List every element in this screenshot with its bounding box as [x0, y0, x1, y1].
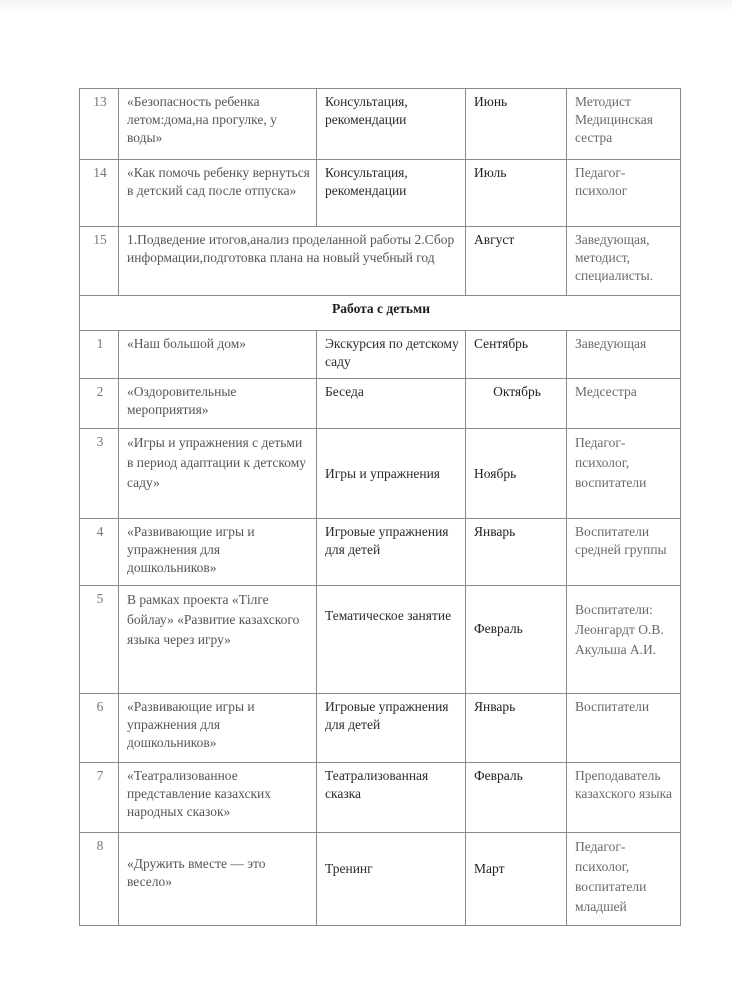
- table-row: [80, 227, 681, 296]
- row-month: Сентябрь: [466, 331, 567, 379]
- row-number: 2: [80, 379, 119, 429]
- row-month: Январь: [466, 519, 567, 586]
- table-row: [80, 763, 681, 833]
- row-topic: 1.Подведение итогов,анализ проделанной работы 2.Сбор информации,подготовка плана на новый учебный год: [119, 227, 466, 296]
- table-row: [80, 519, 681, 586]
- row-month: Ноябрь: [466, 429, 567, 519]
- row-responsible: Методист Медицинская сестра: [567, 89, 681, 160]
- row-number: 7: [80, 763, 119, 833]
- section-row: [80, 296, 681, 331]
- row-form: Консультация, рекомендации: [317, 89, 466, 160]
- row-form: Тренинг: [317, 833, 466, 926]
- row-month: Январь: [466, 694, 567, 763]
- table-row: [80, 331, 681, 379]
- row-responsible: Воспитатели: [567, 694, 681, 763]
- row-number: 6: [80, 694, 119, 763]
- row-month: Октябрь: [466, 379, 567, 429]
- row-number: 8: [80, 833, 119, 926]
- row-form: Игровые упражнения для детей: [317, 519, 466, 586]
- row-month: Август: [466, 227, 567, 296]
- row-topic: «Безопасность ребенка летом:дома,на прогулке, у воды»: [119, 89, 317, 160]
- row-number: 13: [80, 89, 119, 160]
- table-row: [80, 833, 681, 926]
- table-row: [80, 379, 681, 429]
- row-responsible: Воспитатели: Леонгардт О.В. Акульша А.И.: [567, 586, 681, 694]
- row-responsible: Педагог-психолог: [567, 160, 681, 227]
- table-row: [80, 160, 681, 227]
- row-responsible: Воспитатели средней группы: [567, 519, 681, 586]
- row-number: 15: [80, 227, 119, 296]
- table-row: [80, 586, 681, 694]
- row-form: Игры и упражнения: [317, 429, 466, 519]
- row-responsible: Преподаватель казахского языка: [567, 763, 681, 833]
- row-responsible: Медсестра: [567, 379, 681, 429]
- table-row: [80, 429, 681, 519]
- row-topic: «Игры и упражнения с детьми в период адаптации к детскому саду»: [119, 429, 317, 519]
- scan-edge: [0, 0, 732, 14]
- row-form: Экскурсия по детскому саду: [317, 331, 466, 379]
- row-form: Игровые упражнения для детей: [317, 694, 466, 763]
- row-topic: «Как помочь ребенку вернуться в детский сад после отпуска»: [119, 160, 317, 227]
- row-form: Тематическое занятие: [317, 586, 466, 694]
- row-form: Консультация, рекомендации: [317, 160, 466, 227]
- row-month: Март: [466, 833, 567, 926]
- plan-table: [79, 88, 681, 926]
- table-row: [80, 89, 681, 160]
- row-responsible: Заведующая: [567, 331, 681, 379]
- row-number: 14: [80, 160, 119, 227]
- row-topic: «Дружить вместе — это весело»: [119, 833, 317, 926]
- row-topic: В рамках проекта «Тілге бойлау» «Развитие казахского языка через игру»: [119, 586, 317, 694]
- table-row: [80, 694, 681, 763]
- row-number: 1: [80, 331, 119, 379]
- row-responsible: Педагог-психолог, воспитатели: [567, 429, 681, 519]
- row-topic: «Театрализованное представление казахских народных сказок»: [119, 763, 317, 833]
- row-form: Беседа: [317, 379, 466, 429]
- row-month: Февраль: [466, 586, 567, 694]
- row-form: Театрализованная сказка: [317, 763, 466, 833]
- row-month: Июль: [466, 160, 567, 227]
- row-topic: «Развивающие игры и упражнения для дошкольников»: [119, 519, 317, 586]
- row-topic: «Оздоровительные мероприятия»: [119, 379, 317, 429]
- section-title: Работа с детьми: [80, 296, 681, 331]
- row-topic: «Наш большой дом»: [119, 331, 317, 379]
- row-month: Февраль: [466, 763, 567, 833]
- row-number: 5: [80, 586, 119, 694]
- row-responsible: Педагог-психолог, воспитатели младшей: [567, 833, 681, 926]
- row-topic: «Развивающие игры и упражнения для дошкольников»: [119, 694, 317, 763]
- row-number: 3: [80, 429, 119, 519]
- row-month: Июнь: [466, 89, 567, 160]
- row-number: 4: [80, 519, 119, 586]
- row-responsible: Заведующая, методист, специалисты.: [567, 227, 681, 296]
